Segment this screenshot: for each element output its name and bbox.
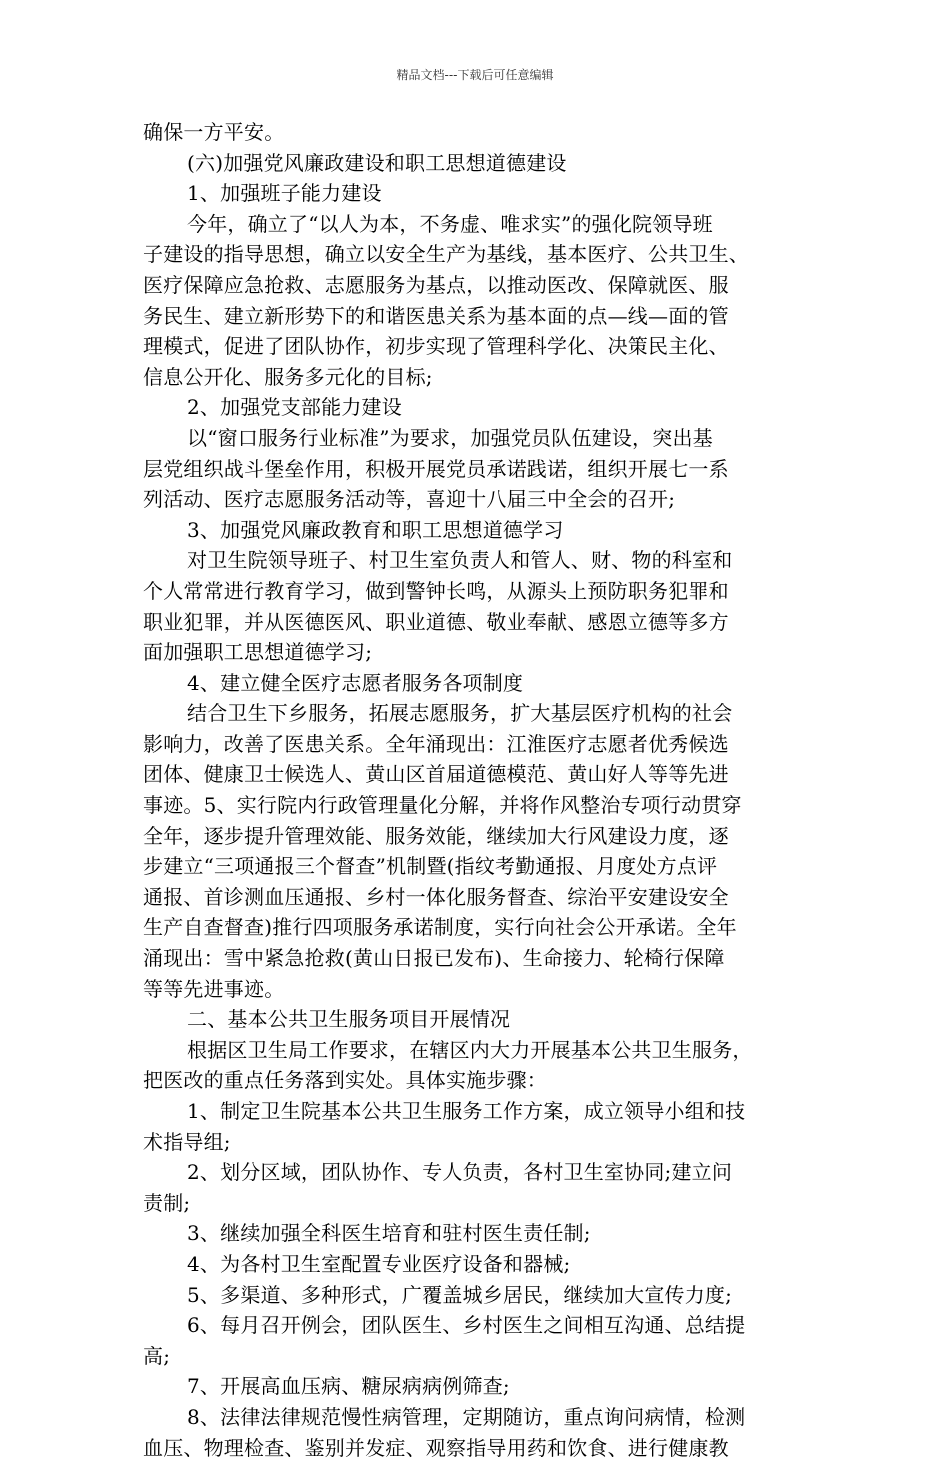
text-line: 列活动、医疗志愿服务活动等，喜迎十八届三中全会的召开; [143,487,676,512]
text-line: 高; [143,1343,171,1368]
text-line: 1、加强班子能力建设 [187,181,382,206]
text-line: 1、制定卫生院基本公共卫生服务工作方案，成立领导小组和技 [187,1099,746,1123]
text-line: 理模式，促进了团队协作，初步实现了管理科学化、决策民主化、 [143,334,729,359]
text-line: 今年，确立了“以人为本，不务虚、唯求实”的强化院领导班 [187,211,713,236]
text-line: 2、加强党支部能力建设 [187,395,402,420]
text-line: 责制; [143,1190,191,1215]
text-line: 全年，逐步提升管理效能、服务效能，继续加大行风建设力度，逐 [143,823,729,848]
text-line: 8、法律法律规范慢性病管理，定期随访，重点询问病情，检测 [187,1404,746,1429]
text-line: 血压、物理检查、鉴别并发症、观察指导用药和饮食、进行健康教 [143,1435,729,1460]
text-line: 医疗保障应急抢救、志愿服务为基点，以推动医改、保障就医、服 [143,272,729,297]
text-line: 事迹。5、实行院内行政管理量化分解，并将作风整治专项行动贯穿 [143,793,742,818]
text-line: 步建立“三项通报三个督查”机制暨(指纹考勤通报、月度处方点评 [143,854,718,879]
text-line: 影响力，改善了医患关系。全年涌现出：江淮医疗志愿者优秀候选 [143,731,729,756]
text-line: 4、为各村卫生室配置专业医疗设备和器械; [187,1251,571,1276]
text-line: 生产自查督查)推行四项服务承诺制度，实行向社会公开承诺。全年 [143,915,737,940]
text-line: 面加强职工思想道德学习; [143,640,373,665]
text-line: 对卫生院领导班子、村卫生室负责人和管人、财、物的科室和 [187,548,733,573]
text-line: 职业犯罪，并从医德医风、职业道德、敬业奉献、感恩立德等多方 [143,609,729,634]
text-line: 根据区卫生局工作要求，在辖区内大力开展基本公共卫生服务， [187,1037,753,1062]
text-line: 7、开展高血压病、糖尿病病例筛查; [187,1374,510,1399]
text-line: 6、每月召开例会，团队医生、乡村医生之间相互沟通、总结提 [187,1313,746,1338]
text-line: 团体、健康卫士候选人、黄山区首届道德模范、黄山好人等等先进 [143,762,729,787]
text-line: 个人常常进行教育学习，做到警钟长鸣，从源头上预防职务犯罪和 [143,578,729,603]
text-line: 二、基本公共卫生服务项目开展情况 [187,1007,511,1032]
text-line: 信息公开化、服务多元化的目标; [143,364,433,389]
text-line: 3、继续加强全科医生培育和驻村医生责任制; [187,1221,591,1246]
text-line: 4、建立健全医疗志愿者服务各项制度 [187,670,524,695]
text-line: 确保一方平安。 [143,120,285,144]
text-line: 涌现出：雪中紧急抢救(黄山日报已发布)、生命接力、轮椅行保障 [143,946,725,971]
text-line: 子建设的指导思想，确立以安全生产为基线，基本医疗、公共卫生、 [143,242,749,267]
body-text [143,117,815,1463]
text-line: 层党组织战斗堡垒作用，积极开展党员承诺践诺，组织开展七一系 [143,456,729,481]
text-line: 术指导组; [143,1129,231,1154]
text-line: 务民生、建立新形势下的和谐医患关系为基本面的点—线—面的管 [143,303,729,328]
text-line: 3、加强党风廉政教育和职工思想道德学习 [187,517,564,542]
text-line: 以“窗口服务行业标准”为要求，加强党员队伍建设，突出基 [187,425,713,450]
text-line: 5、多渠道、多种形式，广覆盖城乡居民，继续加大宣传力度; [187,1282,733,1307]
page-header: 精品文档---下载后可任意编辑 [396,68,554,82]
text-line: 通报、首诊测血压通报、乡村一体化服务督查、综治平安建设安全 [143,884,729,909]
text-line: 等等先进事迹。 [143,976,285,1001]
text-line: 2、划分区域，团队协作、专人负责，各村卫生室协同;建立问 [187,1160,733,1185]
text-line: 结合卫生下乡服务，拓展志愿服务，扩大基层医疗机构的社会 [187,701,733,726]
text-line: 把医改的重点任务落到实处。具体实施步骤： [143,1068,547,1093]
text-line: (六)加强党风廉政建设和职工思想道德建设 [187,150,567,175]
